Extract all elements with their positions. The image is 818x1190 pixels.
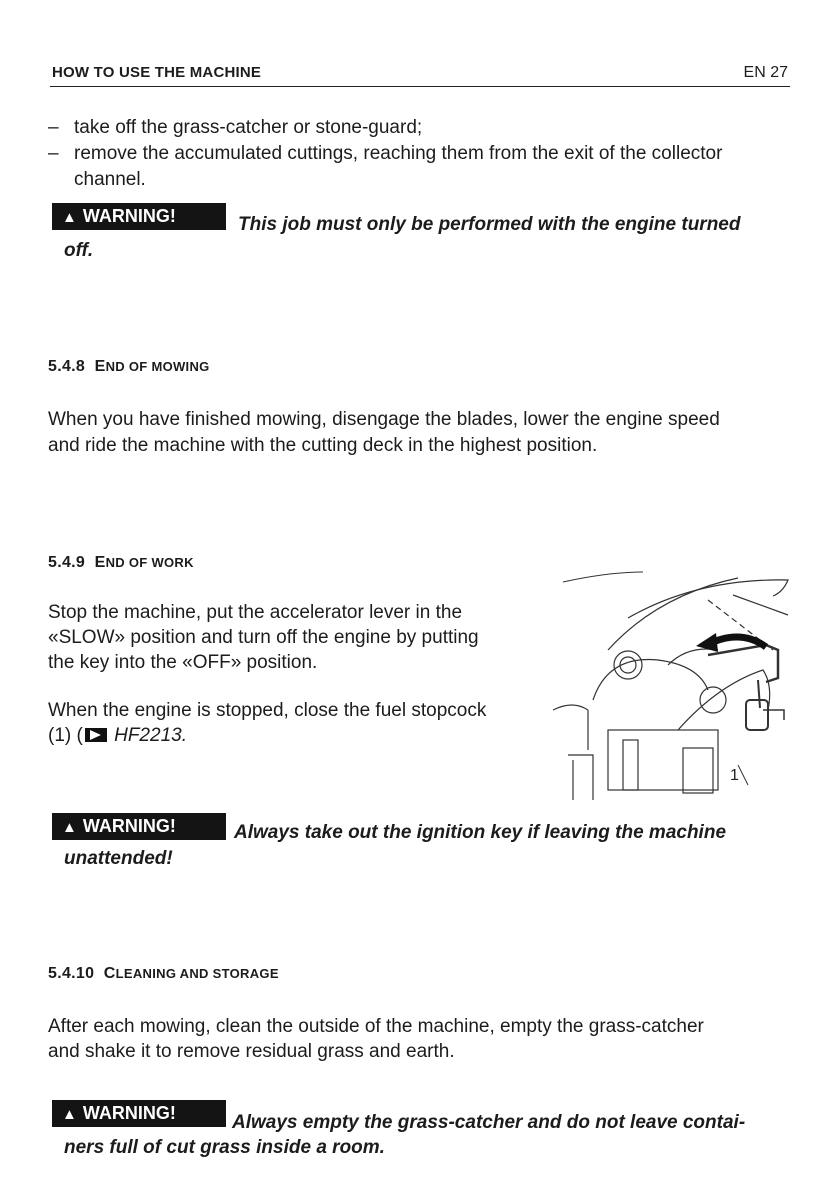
fuel-stopcock-illustration [548,560,798,805]
warning-badge [52,1100,226,1127]
header-rule [50,86,790,87]
reference-prefix: (1) ( [48,725,83,746]
warning-label: WARNING! [82,1103,176,1123]
warning-triangle-icon: ▲ [62,209,77,226]
figure-callout-label: 1 [730,767,739,784]
paragraph-line: When the engine is stopped, close the fuel stopcock [48,700,487,721]
bullet-text-continued: channel. [74,169,146,190]
cross-reference-arrow-icon [85,728,107,742]
page-number: EN 27 [743,64,788,81]
section-title-cap: E [94,554,106,571]
section-title-rest: ND OF [105,359,152,374]
figure-reference: HF2213. [114,725,187,746]
section-title-rest: LEANING AND STORAGE [115,966,279,981]
bullet-dash: – [48,143,59,164]
paragraph-line: When you have finished mowing, disengage the blades, lower the engine speed [48,409,720,430]
warning-text-continued: ners full of cut grass inside a room. [64,1137,385,1158]
warning-text: This job must only be performed with the engine turned [238,214,741,235]
section-heading-end-of-work [48,554,194,572]
warning-label: WARNING! [82,816,176,836]
warning-label: WARNING! [82,206,176,226]
rotation-arrow-icon [713,637,766,647]
section-number: 5.4.10 [48,965,95,982]
paragraph-line: and shake it to remove residual grass and earth. [48,1041,455,1062]
paragraph-line: the key into the «OFF» position. [48,652,318,673]
warning-triangle-icon: ▲ [62,819,77,836]
paragraph-line: and ride the machine with the cutting deck in the highest position. [48,435,598,456]
paragraph-line-reference [48,723,187,749]
bullet-item [48,141,778,193]
paragraph-line: «SLOW» position and turn off the engine by putting [48,627,479,648]
section-title-rest: MOWING [151,359,210,374]
paragraph-line: Stop the machine, put the accelerator lever in the [48,602,463,623]
section-heading-end-of-mowing [48,358,210,376]
section-title-rest: WORK [151,555,194,570]
warning-text-continued: off. [64,240,94,261]
paragraph-line: After each mowing, clean the outside of the machine, empty the grass-catcher [48,1016,704,1037]
bullet-text: remove the accumulated cuttings, reaching them from the exit of the collector [74,143,723,164]
bullet-item [48,115,778,141]
warning-text: Always take out the ignition key if leaving the machine [234,822,727,843]
section-number: 5.4.9 [48,554,86,571]
section-heading-cleaning-and-storage [48,965,279,983]
running-header-title: HOW TO USE THE MACHINE [52,64,262,81]
bullet-text: take off the grass-catcher or stone-guard; [74,117,423,138]
warning-text-continued: unattended! [64,848,173,869]
section-title-cap: C [103,965,116,982]
section-title-rest: ND OF [105,555,152,570]
warning-text: Always empty the grass-catcher and do not leave contai- [232,1112,746,1133]
section-title-cap: E [94,358,106,375]
section-number: 5.4.8 [48,358,86,375]
bullet-dash: – [48,117,59,138]
warning-triangle-icon: ▲ [62,1106,77,1123]
warning-badge [52,813,226,840]
warning-badge [52,203,226,230]
